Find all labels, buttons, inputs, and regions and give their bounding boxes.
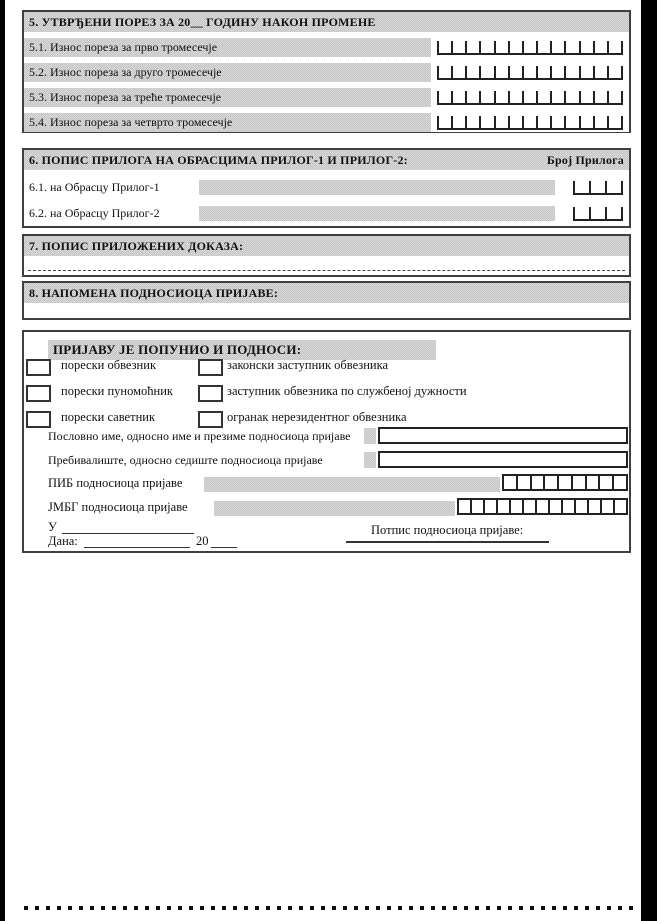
year-prefix: 20 — [196, 534, 209, 548]
checkbox-nonresident-branch-label: огранак нерезидентног обвезника — [227, 410, 407, 424]
attachment-2-write-area[interactable] — [199, 206, 555, 221]
digit-cell[interactable] — [496, 66, 510, 78]
section-6-title: 6. ПОПИС ПРИЛОГА НА ОБРАСЦИМА ПРИЛОГ-1 И ПРИЛОГ-2: — [29, 153, 408, 167]
digit-cell[interactable] — [481, 66, 495, 78]
submitter-address-label: Пребивалиште, односно седиште подносиоца пријаве — [48, 453, 323, 467]
digit-cell[interactable] — [496, 41, 510, 53]
year-blank[interactable] — [211, 534, 237, 548]
digit-cell[interactable] — [552, 116, 566, 128]
digit-cell[interactable] — [524, 500, 537, 513]
digit-cell[interactable] — [510, 116, 524, 128]
checkbox-legal-representative[interactable] — [198, 359, 223, 376]
page-cut-dotted-line — [24, 906, 633, 910]
digit-cell[interactable] — [573, 476, 587, 489]
digit-cell[interactable] — [467, 116, 481, 128]
digit-cell[interactable] — [472, 500, 485, 513]
tax-q2-row — [24, 63, 629, 82]
place-label: У — [48, 520, 57, 534]
digit-cell[interactable] — [453, 116, 467, 128]
signature-line[interactable] — [346, 528, 549, 543]
attachment-count-header: Број Прилога — [546, 153, 624, 167]
tax-q3-amount-field[interactable] — [437, 91, 623, 105]
date-label: Дана: — [48, 534, 78, 548]
digit-cell[interactable] — [481, 41, 495, 53]
section-7-title: 7. ПОПИС ПРИЛОЖЕНИХ ДОКАЗА: — [24, 236, 629, 256]
submitter-address-chip — [364, 452, 376, 468]
section-5-box — [22, 10, 631, 133]
checkbox-official-duty-representative[interactable] — [198, 385, 223, 402]
digit-cell[interactable] — [537, 500, 550, 513]
attachment-1-count-area — [571, 181, 627, 195]
digit-cell[interactable] — [607, 181, 621, 193]
submitter-name-input[interactable] — [378, 427, 628, 444]
tax-q3-field-area — [431, 88, 629, 107]
digit-cell[interactable] — [485, 500, 498, 513]
digit-cell[interactable] — [496, 91, 510, 103]
digit-cell[interactable] — [524, 91, 538, 103]
digit-cell[interactable] — [563, 500, 576, 513]
digit-cell[interactable] — [589, 500, 602, 513]
digit-cell[interactable] — [538, 91, 552, 103]
declaration-title: ПРИЈАВУ ЈЕ ПОПУНИО И ПОДНОСИ: — [48, 340, 436, 360]
digit-cell[interactable] — [550, 500, 563, 513]
tax-q1-row — [24, 38, 629, 57]
digit-cell[interactable] — [615, 500, 626, 513]
submitter-name-chip — [364, 428, 376, 444]
attachment-1-row — [24, 179, 629, 196]
tax-q1-amount-field[interactable] — [437, 41, 623, 55]
digit-cell[interactable] — [595, 91, 609, 103]
digit-cell[interactable] — [510, 66, 524, 78]
digit-cell[interactable] — [614, 476, 626, 489]
checkbox-taxpayer-label: порески обвезник — [61, 358, 157, 372]
submitter-address-input[interactable] — [378, 451, 628, 468]
digit-cell[interactable] — [581, 91, 595, 103]
digit-cell[interactable] — [559, 476, 573, 489]
attachment-2-label: 6.2. на Обрасцу Прилог-2 — [29, 206, 160, 220]
digit-cell[interactable] — [591, 207, 607, 219]
checkbox-tax-advisor[interactable] — [26, 411, 51, 428]
checkbox-legal-representative-label: законски заступник обвезника — [227, 358, 389, 372]
digit-cell[interactable] — [532, 476, 546, 489]
section-6-box — [22, 148, 631, 228]
tax-q4-field-area — [431, 113, 629, 132]
date-blank[interactable] — [84, 534, 190, 548]
digit-cell[interactable] — [581, 116, 595, 128]
digit-cell[interactable] — [524, 41, 538, 53]
digit-cell[interactable] — [581, 66, 595, 78]
digit-cell[interactable] — [524, 66, 538, 78]
digit-cell[interactable] — [498, 500, 511, 513]
checkbox-official-duty-representative-label: заступник обвезника по службеној дужности — [227, 384, 467, 398]
digit-cell[interactable] — [607, 207, 621, 219]
section-7-box — [22, 234, 631, 277]
digit-cell[interactable] — [545, 476, 559, 489]
section-8-box — [22, 281, 631, 320]
section-6-header — [24, 150, 629, 170]
digit-cell[interactable] — [467, 41, 481, 53]
digit-cell[interactable] — [602, 500, 615, 513]
digit-cell[interactable] — [595, 66, 609, 78]
declaration-box — [22, 330, 631, 553]
tax-q3-label: 5.3. Износ пореза за треће тромесечје — [24, 88, 431, 107]
place-blank[interactable] — [62, 520, 194, 534]
digit-cell[interactable] — [581, 41, 595, 53]
digit-cell[interactable] — [481, 116, 495, 128]
tax-q2-label: 5.2. Износ пореза за друго тромесечје — [24, 63, 431, 82]
digit-cell[interactable] — [481, 91, 495, 103]
digit-cell[interactable] — [538, 116, 552, 128]
pib-label: ПИБ подносиоца пријаве — [48, 476, 183, 490]
digit-cell[interactable] — [575, 207, 591, 219]
digit-cell[interactable] — [453, 66, 467, 78]
digit-cell[interactable] — [609, 41, 621, 53]
tax-q1-label: 5.1. Износ пореза за прво тромесечје — [24, 38, 431, 57]
digit-cell[interactable] — [439, 66, 453, 78]
digit-cell[interactable] — [566, 116, 580, 128]
scan-edge-right — [641, 0, 657, 921]
digit-cell[interactable] — [591, 181, 607, 193]
attachment-2-row — [24, 205, 629, 222]
signature-label: Потпис подносиоца пријаве: — [371, 523, 524, 537]
digit-cell[interactable] — [552, 66, 566, 78]
tax-q4-amount-field[interactable] — [437, 116, 623, 130]
digit-cell[interactable] — [459, 500, 472, 513]
attachment-1-write-area[interactable] — [199, 180, 555, 195]
jmbg-input[interactable] — [457, 498, 628, 515]
pib-input[interactable] — [502, 474, 628, 491]
checkbox-tax-proxy[interactable] — [26, 385, 51, 402]
digit-cell[interactable] — [453, 41, 467, 53]
digit-cell[interactable] — [518, 476, 532, 489]
digit-cell[interactable] — [467, 91, 481, 103]
digit-cell[interactable] — [587, 476, 601, 489]
digit-cell[interactable] — [552, 91, 566, 103]
digit-cell[interactable] — [538, 66, 552, 78]
digit-cell[interactable] — [511, 500, 524, 513]
digit-cell[interactable] — [538, 41, 552, 53]
tax-q4-row — [24, 113, 629, 132]
jmbg-write-area — [214, 501, 455, 516]
tax-q2-amount-field[interactable] — [437, 66, 623, 80]
checkbox-taxpayer[interactable] — [26, 359, 51, 376]
jmbg-label: ЈМБГ подносиоца пријаве — [48, 500, 188, 514]
digit-cell[interactable] — [439, 41, 453, 53]
attachment-2-count-field[interactable] — [573, 207, 623, 221]
tax-q2-field-area — [431, 63, 629, 82]
digit-cell[interactable] — [576, 500, 589, 513]
digit-cell[interactable] — [524, 116, 538, 128]
pib-write-area — [204, 477, 500, 492]
attachment-1-label: 6.1. на Обрасцу Прилог-1 — [29, 180, 160, 194]
digit-cell[interactable] — [609, 116, 621, 128]
digit-cell[interactable] — [496, 116, 510, 128]
checkbox-nonresident-branch[interactable] — [198, 411, 223, 428]
tax-q3-row — [24, 88, 629, 107]
tax-q1-field-area — [431, 38, 629, 57]
digit-cell[interactable] — [600, 476, 614, 489]
digit-cell[interactable] — [504, 476, 518, 489]
digit-cell[interactable] — [595, 116, 609, 128]
digit-cell[interactable] — [566, 41, 580, 53]
digit-cell[interactable] — [575, 181, 591, 193]
attachment-2-count-area — [571, 207, 627, 221]
digit-cell[interactable] — [510, 41, 524, 53]
digit-cell[interactable] — [467, 66, 481, 78]
digit-cell[interactable] — [510, 91, 524, 103]
evidence-write-line[interactable] — [28, 270, 625, 271]
digit-cell[interactable] — [566, 91, 580, 103]
scan-edge-left — [0, 0, 5, 921]
digit-cell[interactable] — [453, 91, 467, 103]
checkbox-tax-advisor-label: порески саветник — [61, 410, 156, 424]
digit-cell[interactable] — [595, 41, 609, 53]
digit-cell[interactable] — [609, 91, 621, 103]
digit-cell[interactable] — [566, 66, 580, 78]
submitter-name-label: Пословно име, односно име и презиме подносиоца пријаве — [48, 429, 351, 443]
attachment-1-count-field[interactable] — [573, 181, 623, 195]
digit-cell[interactable] — [609, 66, 621, 78]
digit-cell[interactable] — [439, 91, 453, 103]
section-8-title: 8. НАПОМЕНА ПОДНОСИОЦА ПРИЈАВЕ: — [24, 283, 629, 303]
section-5-title: 5. УТВРЂЕНИ ПОРЕЗ ЗА 20__ ГОДИНУ НАКОН ПРОМЕНЕ — [24, 12, 629, 32]
tax-q4-label: 5.4. Износ пореза за четврто тромесечје — [24, 113, 431, 132]
checkbox-tax-proxy-label: порески пуномоћник — [61, 384, 173, 398]
digit-cell[interactable] — [552, 41, 566, 53]
digit-cell[interactable] — [439, 116, 453, 128]
